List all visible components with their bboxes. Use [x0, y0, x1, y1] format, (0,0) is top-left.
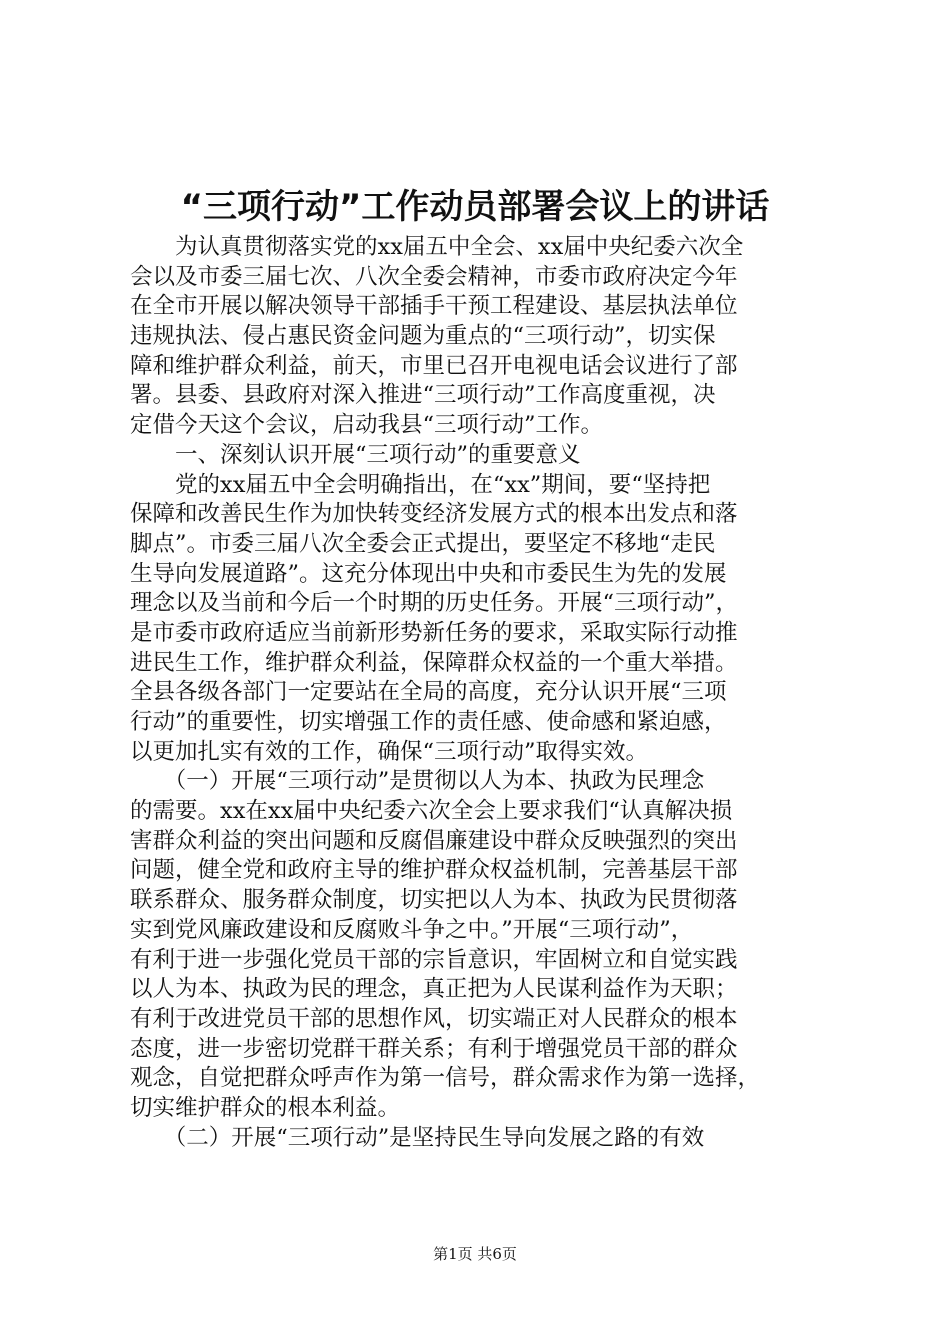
text-line: （一）开展“三项行动”是贯彻以人为本、执政为民理念 [130, 768, 705, 795]
text-line: 切实维护群众的根本利益。 [130, 1094, 401, 1121]
text-line: 实到党风廉政建设和反腐败斗争之中。”开展“三项行动”， [130, 916, 694, 943]
text-line: 观念，自觉把群众呼声作为第一信号，群众需求作为第一选择， [130, 1065, 761, 1092]
text-line: 脚点”。市委三届八次全委会正式提出，要坚定不移地“走民 [130, 530, 716, 557]
text-line: 会以及市委三届七次、八次全委会精神，市委市政府决定今年 [130, 263, 738, 290]
text-line: 害群众利益的突出问题和反腐倡廉建设中群众反映强烈的突出 [130, 827, 738, 854]
text-line: 为认真贯彻落实党的xx届五中全会、xx届中央纪委六次全 [130, 234, 744, 260]
page-title: “三项行动”工作动员部署会议上的讲话 [180, 187, 770, 227]
text-line: 障和维护群众利益，前天，市里已召开电视电话会议进行了部 [130, 352, 738, 379]
text-line: 生导向发展道路”。这充分体现出中央和市委民生为先的发展 [130, 560, 727, 587]
text-line: 违规执法、侵占惠民资金问题为重点的“三项行动”，切实保 [130, 323, 716, 350]
text-line: 署。县委、县政府对深入推进“三项行动”工作高度重视，决 [130, 382, 716, 409]
text-line: 的需要。xx在xx届中央纪委六次全会上要求我们“认真解决损 [130, 798, 733, 825]
text-line: 定借今天这个会议，启动我县“三项行动”工作。 [130, 412, 604, 439]
text-line: 联系群众、服务群众制度，切实把以人为本、执政为民贯彻落 [130, 887, 738, 914]
text-line: 是市委市政府适应当前新形势新任务的要求，采取实际行动推 [130, 619, 738, 646]
text-line: 保障和改善民生作为加快转变经济发展方式的根本出发点和落 [130, 501, 738, 528]
text-line: 在全市开展以解决领导干部插手干预工程建设、基层执法单位 [130, 293, 738, 320]
text-line: 以人为本、执政为民的理念，真正把为人民谋利益作为天职； [130, 976, 738, 1003]
body-text [130, 233, 830, 1153]
text-line: （二）开展“三项行动”是坚持民生导向发展之路的有效 [130, 1124, 705, 1151]
text-line: 有利于改进党员干部的思想作风，切实端正对人民群众的根本 [130, 1005, 738, 1032]
text-line: 进民生工作，维护群众利益，保障群众权益的一个重大举措。 [130, 649, 738, 676]
text-line: 有利于进一步强化党员干部的宗旨意识，牢固树立和自觉实践 [130, 946, 738, 973]
text-line: 态度，进一步密切党群干群关系；有利于增强党员干部的群众 [130, 1035, 738, 1062]
text-line: 行动”的重要性，切实增强工作的责任感、使命感和紧迫感， [130, 709, 727, 735]
text-line: 以更加扎实有效的工作，确保“三项行动”取得实效。 [130, 738, 649, 765]
text-line: 全县各级各部门一定要站在全局的高度，充分认识开展“三项 [130, 679, 727, 706]
text-line: 问题，健全党和政府主导的维护群众权益机制，完善基层干部 [130, 857, 738, 884]
text-line: 理念以及当前和今后一个时期的历史任务。开展“三项行动”， [130, 590, 739, 617]
text-line: 一、深刻认识开展“三项行动”的重要意义 [130, 441, 581, 468]
text-line: 党的xx届五中全会明确指出，在“xx”期间，要“坚持把 [130, 471, 711, 498]
page-footer: 第1页 共6页 [433, 1245, 517, 1263]
